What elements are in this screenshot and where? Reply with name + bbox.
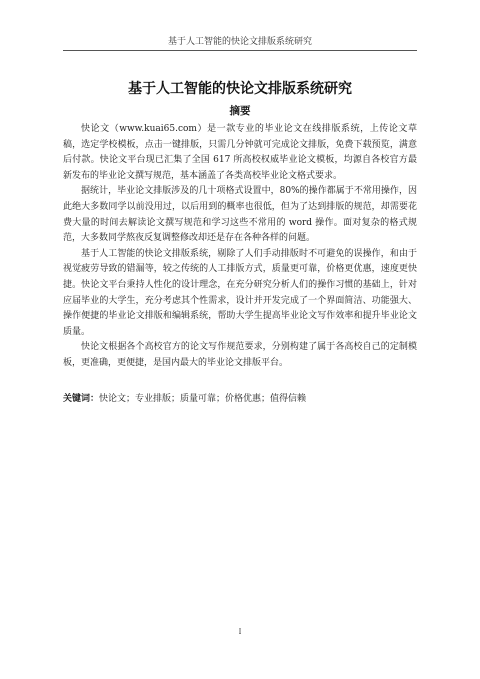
keywords-line	[63, 392, 417, 407]
abstract-paragraph: 基于人工智能的快论文排版系统，剔除了人们手动排版时不可避免的误操作，和由于视觉疲劳导致的错漏等，较之传统的人工排版方式，质量更可靠，价格更优惠，速度更快捷。快论文平台秉持人性化的设计理念，在充分研究分析人们的操作习惯的基础上，针对应届毕业的大学生，充分考虑其个性需求，设计并开发完成了一个界面简洁、功能强大、操作便捷的毕业论文排版和编辑系统，帮助大学生提高毕业论文写作效率和提升毕业论文质量。	[63, 248, 417, 337]
keywords-text: 快论文；专业排版；质量可靠；价格优惠；值得信赖	[99, 394, 307, 404]
abstract-paragraph: 快论文（www.kuai65.com）是一款专业的毕业论文在线排版系统，上传论文草稿，选定学校模板，点击一键排版，只需几分钟就可完成论文排版，免费下载预览，满意后付款。快论文平台现已汇集了全国 617 所高校权威毕业论文模板，均源自各校官方最新发布的毕业论文撰写规范，基本涵盖了各类高校毕业论文格式要求。	[63, 124, 417, 181]
document-title: 基于人工智能的快论文排版系统研究	[128, 81, 352, 97]
page-number: I	[238, 628, 242, 636]
keywords-label: 关键词：	[63, 394, 100, 404]
running-header: 基于人工智能的快论文排版系统研究	[167, 37, 312, 47]
abstract-heading: 摘要	[229, 105, 251, 117]
header-rule	[63, 50, 417, 51]
abstract-body	[63, 122, 417, 372]
abstract-paragraph: 快论文根据各个高校官方的论文写作规范要求，分别构建了属于各高校自己的定制模板，更准确，更便捷，是国内最大的毕业论文排版平台。	[63, 342, 417, 368]
abstract-paragraph: 据统计，毕业论文排版涉及的几十项格式设置中，80%的操作都属于不常用操作，因此绝大多数同学以前没用过，以后用到的概率也很低，但为了达到排版的规范，却需要花费大量的时间去解读论文撰写规范和学习这些不常用的 word 操作。面对复杂的格式规范，大多数同学熬夜反复调整修改却还是存在各种各样的问题。	[63, 186, 417, 244]
